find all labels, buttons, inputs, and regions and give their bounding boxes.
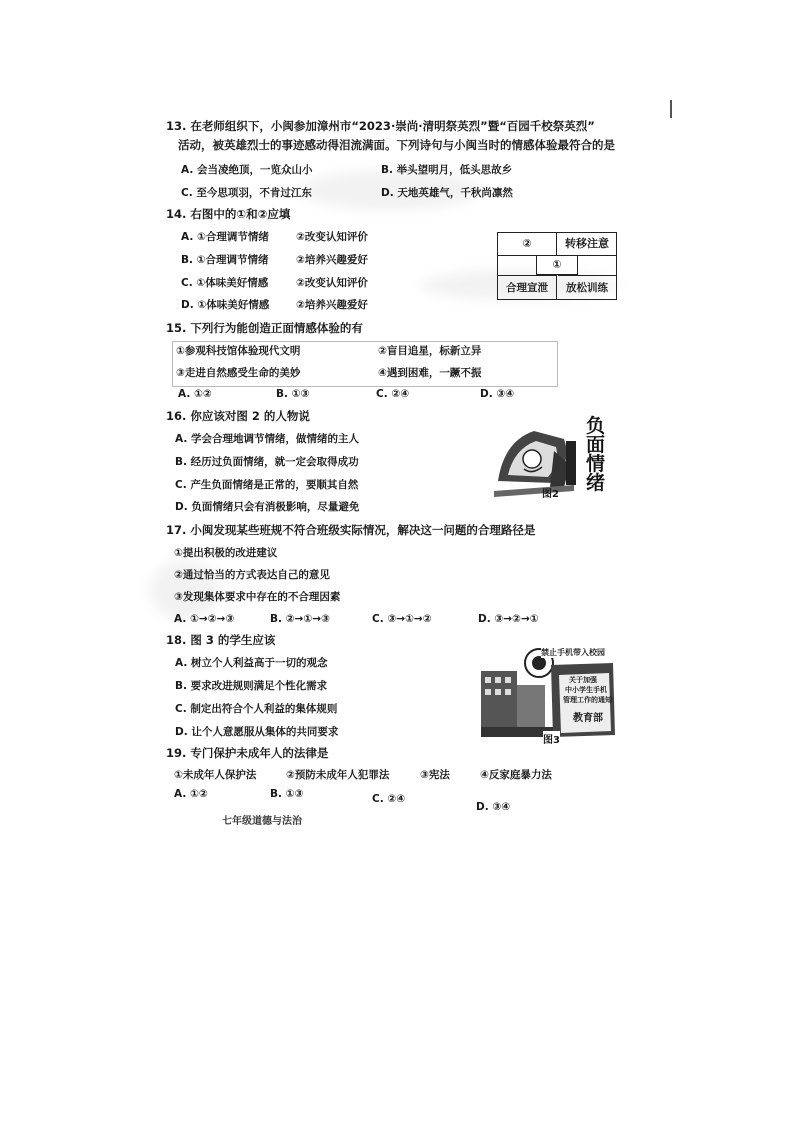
q17-option-d: D. ③→②→①	[478, 613, 539, 625]
q19-item-3: ③宪法	[420, 769, 450, 781]
q13-option-c: C. 至今思项羽，不肯过江东	[181, 187, 312, 199]
q17-option-a: A. ①→②→③	[174, 613, 235, 625]
q15-item-2: ②盲目追星，标新立异	[378, 345, 482, 357]
q13-stem-line1: 13. 在老师组织下，小闽参加漳州市“2023·崇尚·清明祭英烈”暨“百园千校祭英烈”	[166, 119, 595, 133]
q14-option-b-2: ②培养兴趣爱好	[296, 254, 368, 266]
q15-option-c: C. ②④	[376, 388, 410, 400]
q19-option-a: A. ①②	[174, 788, 208, 800]
q13-option-b: B. 举头望明月，低头思故乡	[381, 164, 513, 176]
figure-2-label: 图2	[542, 489, 559, 500]
q14-option-b-1: B. ①合理调节情绪	[181, 254, 269, 266]
q15-option-a: A. ①②	[178, 388, 212, 400]
q16-option-a: A. 学会合理地调节情绪，做情绪的主人	[175, 433, 359, 445]
page-footer: 七年级道德与法治	[222, 816, 302, 827]
q19-option-d: D. ③④	[476, 801, 511, 813]
q14-option-d-2: ②培养兴趣爱好	[296, 299, 368, 311]
q19-item-1: ①未成年人保护法	[174, 769, 257, 781]
q13-option-a: A. 会当凌绝顶，一览众山小	[181, 164, 313, 176]
figure-3-banner: 禁止手机带入校园	[541, 648, 605, 657]
figure-3-doc-line3: 管理工作的通知	[563, 696, 612, 704]
figure-3-doc-line2: 中小学生手机	[565, 686, 607, 694]
q19-item-2: ②预防未成年人犯罪法	[286, 769, 390, 781]
q19-option-c: C. ②④	[372, 793, 406, 805]
q19-stem: 19. 专门保护未成年人的法律是	[166, 746, 329, 760]
q15-option-d: D. ③④	[480, 388, 515, 400]
q17-item-1: ①提出积极的改进建议	[174, 547, 278, 559]
q17-option-b: B. ②→①→③	[270, 613, 330, 625]
diagram-cell-relax: 放松训练	[558, 275, 616, 300]
q13-stem-line2: 活动，被英雄烈士的事迹感动得泪流满面。下列诗句与小闽当时的情感体验最符合的是	[178, 138, 615, 152]
q14-option-a-1: A. ①合理调节情绪	[181, 231, 269, 243]
diagram-cell-vent: 合理宣泄	[498, 275, 557, 300]
q15-item-3: ③走进自然感受生命的美妙	[176, 367, 301, 379]
figure-3-illustration	[481, 645, 619, 745]
q16-option-d: D. 负面情绪只会有消极影响，尽量避免	[175, 501, 360, 513]
q16-option-c: C. 产生负面情绪是正常的，要顺其自然	[175, 479, 359, 491]
q18-stem: 18. 图 3 的学生应该	[166, 633, 276, 647]
q19-item-4: ④反家庭暴力法	[480, 769, 552, 781]
q17-item-2: ②通过恰当的方式表达自己的意见	[174, 569, 330, 581]
q15-stem: 15. 下列行为能创造正面情感体验的有	[166, 321, 363, 335]
figure-3-doc-org: 教育部	[573, 713, 603, 724]
figure-3-doc-line1: 关于加强	[569, 676, 597, 684]
q18-option-a: A. 树立个人利益高于一切的观念	[175, 657, 328, 669]
q14-option-c-1: C. ①体味美好情感	[181, 277, 269, 289]
q18-option-d: D. 让个人意愿服从集体的共同要求	[175, 726, 339, 738]
q17-stem: 17. 小闽发现某些班规不符合班级实际情况，解决这一问题的合理路径是	[166, 523, 536, 537]
diagram-cell-transfer: 转移注意	[558, 233, 616, 256]
q18-option-b: B. 要求改进规则满足个性化需求	[175, 680, 328, 692]
q16-option-b: B. 经历过负面情绪，就一定会取得成功	[175, 456, 359, 468]
q15-option-b: B. ①③	[276, 388, 310, 400]
diagram-cell-1: ①	[536, 255, 578, 275]
figure-2-illustration	[494, 415, 616, 500]
q14-option-c-2: ②改变认知评价	[296, 277, 368, 289]
q14-option-a-2: ②改变认知评价	[296, 231, 368, 243]
q14-stem: 14. 右图中的①和②应填	[166, 207, 291, 221]
q14-diagram	[497, 232, 617, 300]
q15-item-1: ①参观科技馆体验现代文明	[176, 345, 301, 357]
q16-stem: 16. 你应该对图 2 的人物说	[166, 409, 310, 423]
q13-option-d: D. 天地英雄气，千秋尚凛然	[381, 187, 513, 199]
q17-option-c: C. ③→①→②	[372, 613, 432, 625]
q17-item-3: ③发现集体要求中存在的不合理因素	[174, 591, 341, 603]
figure-2-title: 负面情绪	[586, 415, 606, 494]
scan-mark	[670, 100, 672, 118]
figure-3-label: 图3	[543, 731, 560, 746]
q15-item-4: ④遇到困难，一蹶不振	[378, 367, 482, 379]
diagram-cell-2: ②	[498, 233, 557, 256]
q18-option-c: C. 制定出符合个人利益的集体规则	[175, 703, 338, 715]
q14-option-d-1: D. ①体味美好情感	[181, 299, 270, 311]
q19-option-b: B. ①③	[270, 788, 304, 800]
